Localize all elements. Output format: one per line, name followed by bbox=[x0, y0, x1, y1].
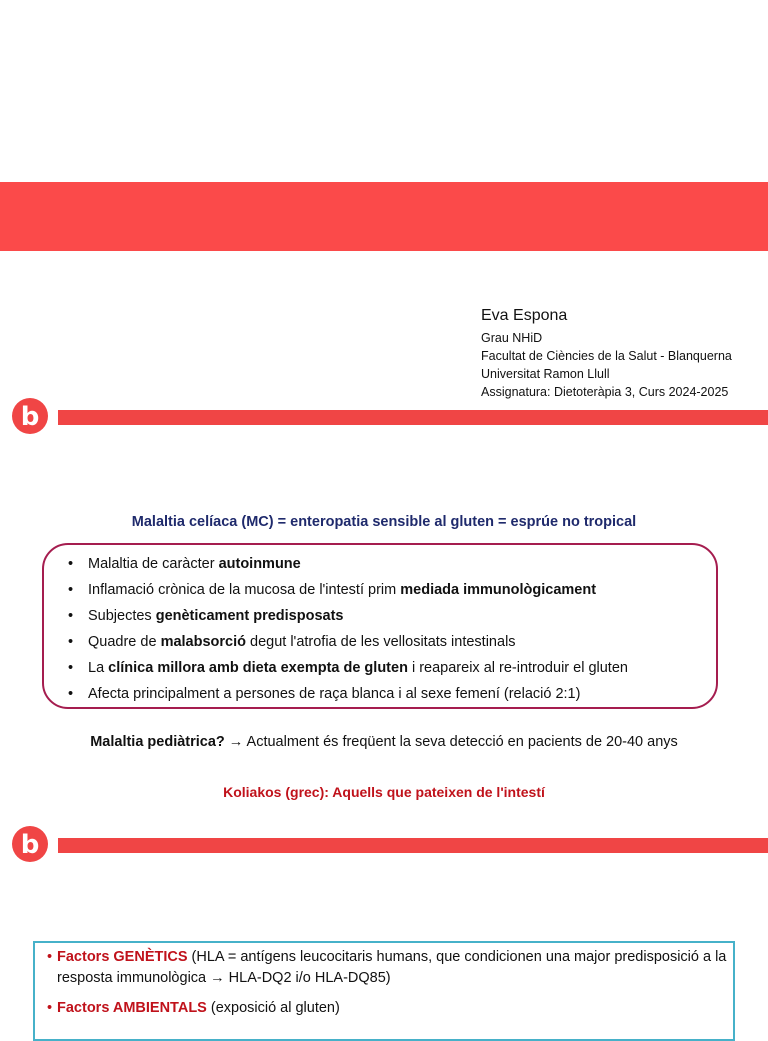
list-item: • Inflamació crònica de la mucosa de l'intestí prim mediada immunològicament bbox=[68, 577, 716, 603]
blanquerna-logo bbox=[12, 826, 48, 862]
environmental-factors-item bbox=[35, 998, 733, 1019]
pediatric-answer: → Actualment és freqüent la seva detecció en pacients de 20-40 anys bbox=[224, 734, 678, 750]
title-banner bbox=[0, 182, 768, 251]
course-line: Assignatura: Dietoteràpia 3, Curs 2024-2025 bbox=[481, 385, 729, 399]
genetic-factors-item bbox=[35, 947, 733, 989]
author-name: Eva Espona bbox=[481, 307, 568, 324]
logo-letter: b bbox=[20, 402, 40, 432]
divider-bar bbox=[58, 410, 768, 425]
pediatric-question: Malaltia pediàtrica? bbox=[90, 734, 225, 750]
author-block bbox=[481, 306, 766, 401]
characteristics-list bbox=[44, 545, 716, 707]
factors-box bbox=[33, 941, 735, 1041]
faculty-line: Facultat de Ciències de la Salut - Blanquerna bbox=[481, 349, 732, 363]
etymology-note: Koliakos (grec): Aquells que pateixen de l'intestí bbox=[223, 784, 545, 800]
list-item: • Quadre de malabsorció degut l'atrofia de les vellositats intestinals bbox=[68, 629, 716, 655]
genetic-factors-text: (HLA = antígens leucocitaris humans, que condicionen una major predisposició a la resposta immunològica → HLA-DQ2 i/o HLA-DQ85) bbox=[57, 949, 727, 986]
university-line: Universitat Ramon Llull bbox=[481, 367, 610, 381]
list-item: • Afecta principalment a persones de raça blanca i al sexe femení (relació 2:1) bbox=[68, 681, 716, 707]
environmental-factors-text: (exposició al gluten) bbox=[206, 1000, 340, 1016]
genetic-factors-label: Factors GENÈTICS bbox=[57, 949, 188, 965]
characteristics-box bbox=[42, 543, 718, 709]
blanquerna-logo bbox=[12, 398, 48, 434]
list-item: • Subjectes genèticament predisposats bbox=[68, 603, 716, 629]
slide-divider bbox=[0, 822, 768, 866]
bullet: • bbox=[47, 949, 53, 965]
environmental-factors-label: Factors AMBIENTALS bbox=[57, 1000, 207, 1016]
list-item: • La clínica millora amb dieta exempta de gluten i reapareix al re-introduir el gluten bbox=[68, 655, 716, 681]
slide-divider bbox=[0, 394, 768, 438]
degree-line: Grau NHiD bbox=[481, 331, 543, 345]
logo-letter: b bbox=[20, 830, 40, 860]
bullet: • bbox=[47, 1000, 53, 1016]
divider-bar bbox=[58, 838, 768, 853]
celiac-definition-heading: Malaltia celíaca (MC) = enteropatia sensible al gluten = esprúe no tropical bbox=[131, 514, 637, 530]
pediatric-note bbox=[0, 734, 768, 750]
list-item: • Malaltia de caràcter autoinmune bbox=[68, 551, 716, 577]
